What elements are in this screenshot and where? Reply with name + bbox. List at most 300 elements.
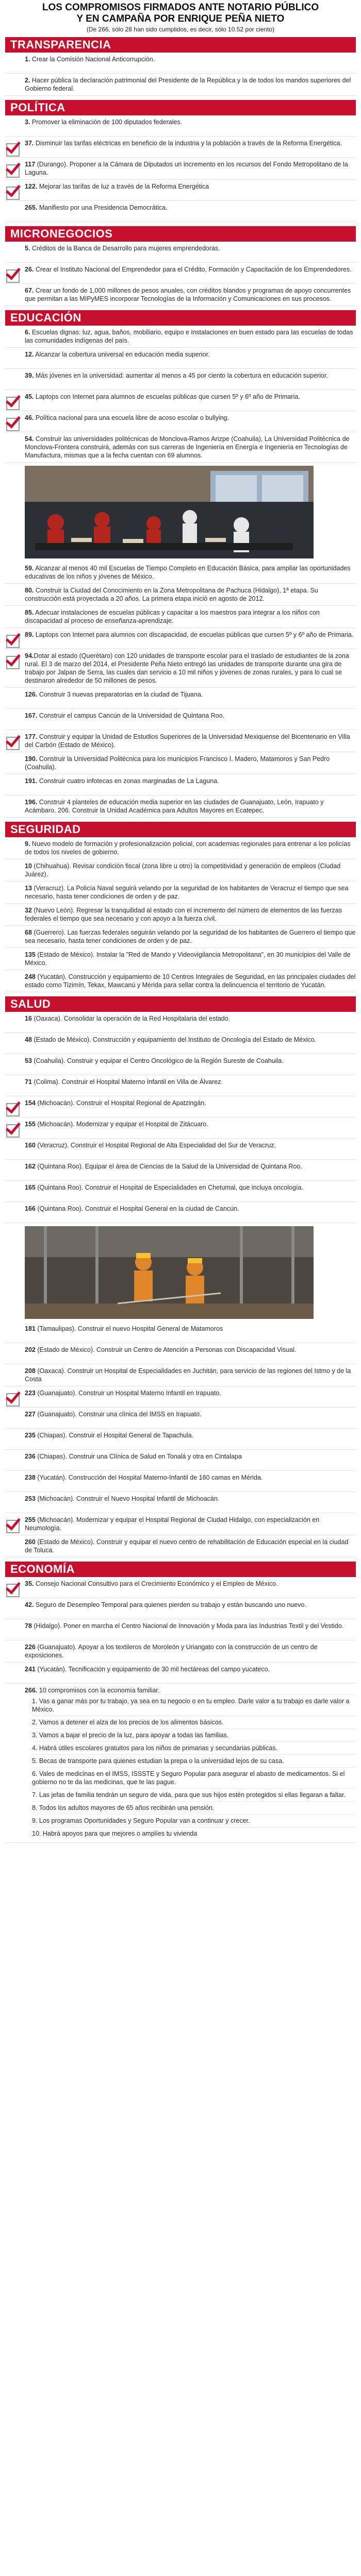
list-item	[5, 649, 356, 688]
list-item	[5, 411, 356, 432]
item-description: Construir el campus Cancún de la Universidad de Quintana Roo.	[37, 712, 225, 719]
checkbox-empty	[5, 1079, 20, 1093]
item-text	[25, 1643, 356, 1659]
item-description: (Yucatán). Construcción del Hospital Materno-Infantil de 160 camas en Mérida.	[35, 1474, 263, 1481]
item-text	[25, 328, 356, 345]
sub-list-item: 3. Vamos a bajar el precio de la luz, para apoyar a todas las familias.	[32, 1728, 356, 1741]
item-text	[25, 435, 356, 460]
item-description: Disminuir las tarifas eléctricas en beneficio de la industria y la población a través de la Reforma Energética.	[34, 140, 342, 147]
title-line-1: LOS COMPROMISOS FIRMADOS ANTE NOTARIO PÚBLICO	[42, 2, 319, 13]
item-number: 32	[25, 907, 32, 914]
checkmark-icon	[5, 140, 20, 155]
list-item	[5, 1408, 356, 1429]
item-number: 167.	[25, 712, 38, 719]
checkbox-empty	[5, 907, 20, 922]
list-item	[5, 628, 356, 649]
item-number: 16	[25, 1015, 32, 1022]
checkmark-icon	[5, 632, 20, 646]
item-text	[25, 1431, 356, 1439]
checkbox-empty	[5, 1432, 20, 1447]
section-header: SEGURIDAD	[5, 822, 356, 837]
item-text	[25, 733, 356, 749]
item-description: Más jóvenes en la universidad: aumentar al menos a 45 por ciento la cobertura en educación superior.	[34, 372, 328, 379]
list-item	[5, 774, 356, 795]
section-2	[5, 226, 356, 306]
checkbox-empty	[5, 245, 20, 260]
checkbox-empty	[5, 1037, 20, 1051]
section-header: TRANSPARENCIA	[5, 37, 356, 53]
checkbox-empty	[5, 1184, 20, 1199]
item-text	[25, 118, 356, 126]
list-item	[5, 263, 356, 284]
section-header: MICRONEGOCIOS	[5, 226, 356, 242]
list-item	[5, 1513, 356, 1535]
item-text	[25, 1622, 356, 1630]
item-text	[25, 1099, 356, 1107]
item-description: Construir 4 planteles de educación media superior en las ciudades de Guanajuato, León, Irapuato y Acámbaro. 206. Construir la Unidad Académica para Adultos Mayores en Ecatepec.	[25, 799, 324, 814]
item-text	[25, 564, 356, 581]
list-item	[5, 1684, 356, 1843]
item-description: (Durango). Proponer a la Cámara de Diputados un incremento en los recursos del Fondo Metropolitano de la Laguna.	[25, 161, 348, 176]
item-description: Manifiesto por una Presidencia Democrática.	[37, 204, 168, 211]
item-number: 13	[25, 885, 32, 892]
item-description: (Estado de México). Construir y equipar el nuevo centro de rehabilitación de Educación especial en la ciudad de Toluca.	[25, 1538, 349, 1554]
item-text	[25, 371, 356, 380]
item-description: (Guerrero). Las fuerzas federales seguirán velando por la seguridad de los habitantes de Guerrero el tiempo que sea necesario, hasta tener condiciones de orden y de paz.	[25, 929, 356, 944]
list-item	[5, 562, 356, 584]
item-text	[25, 1141, 356, 1149]
item-description: Laptops con Internet para alumnos con discapacidad, de escuelas públicas que cursen 5º y 6º año de Primaria.	[34, 631, 354, 638]
list-item	[5, 115, 356, 137]
list-item	[5, 584, 356, 606]
item-description: (Michoacán). Modernizar y equipar el Hospital Regional de Ciudad Hidalgo, con especialización en Neumología.	[25, 1516, 320, 1532]
item-text	[25, 608, 356, 625]
checkbox-empty	[5, 1623, 20, 1637]
item-text	[25, 204, 356, 212]
list-item	[5, 390, 356, 411]
item-text	[25, 393, 356, 401]
item-number: 160	[25, 1142, 36, 1149]
checkbox-empty	[5, 799, 20, 814]
list-item	[5, 1471, 356, 1492]
item-text	[25, 139, 356, 147]
checkbox-empty	[5, 609, 20, 624]
item-number: 26.	[25, 266, 34, 273]
list-item	[5, 1343, 356, 1364]
checkmark-icon	[5, 1517, 20, 1531]
list-item	[5, 1450, 356, 1471]
item-text	[25, 1346, 356, 1354]
item-text	[25, 951, 356, 967]
item-text	[25, 906, 356, 923]
checkbox-empty	[5, 885, 20, 900]
item-number: 181	[25, 1325, 36, 1332]
checkbox-empty	[5, 1142, 20, 1157]
item-number: 126.	[25, 691, 38, 698]
item-text	[25, 884, 356, 901]
checkmark-icon	[5, 183, 20, 198]
item-number: 255	[25, 1516, 36, 1523]
item-text	[25, 928, 356, 945]
item-number: 166	[25, 1205, 36, 1212]
item-description: (Guanajuato). Apoyar a los textileros de Moroleón y Uriangato con la construcción de un centro de exposiciones.	[25, 1643, 318, 1659]
item-text	[25, 1452, 356, 1461]
list-item	[5, 1139, 356, 1160]
item-description: (Guanajuato). Construir una clínica del IMSS en Irapuato.	[35, 1411, 202, 1418]
checkbox-empty	[5, 952, 20, 966]
item-description: (Chiapas). Construir una Clínica de Salud en Tonalá y otra en Cintalapa	[35, 1453, 242, 1460]
section-header: EDUCACIÓN	[5, 310, 356, 326]
list-item	[5, 1012, 356, 1033]
item-text	[25, 1014, 356, 1023]
item-number: 85.	[25, 609, 34, 616]
item-description: Construir la Ciudad del Conocimiento en la Zona Metropolitana de Pachuca (Hidalgo), 1ª etapa. Su construcción está proyectada a 20 años. La primera etapa inició en agosto de 2012.	[25, 587, 318, 602]
item-description: (Estado de México). Instalar la "Red de Mando y Videovigilancia Metropolitana", en 30 municipios del Valle de México.	[25, 951, 351, 967]
list-item	[5, 326, 356, 348]
item-number: 253	[25, 1495, 36, 1502]
item-description: Construir las universidades politécnicas de Monclova-Ramos Arizpe (Coahuila), La Universidad Politécnica de Monclova-Frontera construirá, además con sus carreras de Ingeniería en Energía e Ingeniería en Tecnologías de Manufactura, mismas que a la fecha cuentan con 69 alumnos.	[25, 435, 350, 459]
item-text	[25, 1057, 356, 1065]
item-number: 190.	[25, 755, 38, 762]
list-item	[5, 158, 356, 180]
section-4	[5, 822, 356, 992]
item-description: Nuevo modelo de formación y profesionalización policial, con academias regionales para entrenar a los policías de todos los niveles de gobierno.	[25, 840, 351, 856]
checkmark-icon	[5, 1581, 20, 1595]
list-item	[5, 1429, 356, 1450]
item-description: (Chiapas). Construir el Hospital General de Tapachula.	[35, 1432, 194, 1439]
section-header: SALUD	[5, 996, 356, 1012]
item-description: Adecuar instalaciones de escuelas públicas y capacitar a los maestros para integrar a los niños con discapacidad al proceso de enseñanza-aprendizaje.	[25, 609, 320, 624]
sub-list-item: 10. Habrá apoyos para que mejores o amplíes tu vivienda	[32, 1827, 356, 1840]
item-number: 2.	[25, 77, 30, 84]
item-description: (Michoacán). Construir el Nuevo Hospital Infantil de Michoacán.	[35, 1495, 220, 1502]
section-header: POLÍTICA	[5, 100, 356, 115]
item-number: 177.	[25, 733, 38, 740]
sub-list	[25, 1694, 356, 1840]
checkbox-empty	[5, 436, 20, 450]
list-item	[5, 730, 356, 752]
checkbox-empty	[5, 1687, 20, 1702]
list-item	[5, 859, 356, 882]
list-item	[5, 948, 356, 970]
item-number: 42.	[25, 1601, 34, 1608]
item-description: (Coahuila). Construir y equipar el Centro Oncológico de la Región Sureste de Coahuila.	[31, 1057, 284, 1064]
item-number: 248	[25, 973, 36, 980]
checkbox-empty	[5, 77, 20, 92]
item-text	[25, 652, 356, 685]
item-text	[25, 76, 356, 93]
item-description: Construir 3 nuevas preparatorias en la ciudad de Tijuana.	[37, 691, 203, 698]
item-number: 165	[25, 1184, 36, 1191]
item-description: (Quintana Roo). Construir el Hospital de Especialidades en Chetumal, que incluya oncología.	[35, 1184, 303, 1191]
list-item	[5, 1160, 356, 1181]
list-item	[5, 970, 356, 992]
item-description: Construir la Universidad Politécnica para los municipios Francisco I. Madero, Matamoros y San Pedro (Coahuila).	[25, 755, 330, 771]
item-text	[25, 711, 356, 720]
item-number: 208	[25, 1367, 36, 1375]
item-text	[25, 1367, 356, 1383]
item-description: Consejo Nacional Consultivo para el Crecimiento Económico y el Empleo de México.	[34, 1580, 278, 1587]
checkbox-empty	[5, 56, 20, 71]
checkbox-empty	[5, 587, 20, 602]
checkmark-icon	[5, 734, 20, 748]
item-number: 135	[25, 951, 36, 958]
item-description: Crear el Instituto Nacional del Emprendedor para el Crédito, Formación y Capacitación de los Emprendedores.	[34, 266, 352, 273]
list-item	[5, 795, 356, 818]
item-number: 94.	[25, 652, 34, 659]
list-item	[5, 74, 356, 96]
item-description: (Estado de México). Construir un Centro de Atención a Personas con Discapacidad Visual.	[35, 1346, 297, 1353]
item-description: Construir cuatro infotecas en zonas marginadas de La Laguna.	[37, 777, 219, 785]
page-subtitle: (De 266, sólo 28 han sido cumplidos, es decir, sólo 10.52 por ciento)	[86, 26, 275, 33]
classroom-photo	[25, 466, 314, 558]
item-text	[25, 755, 356, 771]
item-description: Hacer pública la declaración patrimonial del Presidente de la República y la de todos los mandos superiores del Gobierno federal.	[25, 77, 351, 92]
checkbox-empty	[5, 778, 20, 792]
checkmark-icon	[5, 266, 20, 281]
item-text	[25, 1036, 356, 1044]
list-item	[5, 926, 356, 948]
sub-list-item: 9. Los programas Oportunidades y Seguro Popular van a continuar y crecer.	[32, 1814, 356, 1827]
list-item	[5, 1640, 356, 1663]
checkbox-empty	[5, 1666, 20, 1681]
item-description: (Quintana Roo). Equipar el área de Ciencias de la Salud de la Universidad de Quintana Roo.	[35, 1163, 302, 1170]
item-number: 238	[25, 1474, 36, 1481]
checkbox-empty	[5, 841, 20, 855]
sub-list-item: 1. Vas a ganar más por tu trabajo, ya sea en tu negocio o en tu empleo. Darle valor a tu trabajo es darle valor a México.	[32, 1694, 356, 1716]
item-text	[25, 1538, 356, 1554]
page-title	[5, 0, 356, 25]
item-description: (Chihuahua). Revisar condición fiscal (zona libre u otro) la competitividad y generación de empleos (Ciudad Juárez).	[25, 862, 341, 878]
item-number: 39.	[25, 372, 34, 379]
item-text	[25, 840, 356, 856]
item-text	[25, 862, 356, 878]
item-number: 122.	[25, 183, 38, 190]
item-text	[25, 586, 356, 603]
list-item	[5, 1364, 356, 1386]
item-number: 45.	[25, 393, 34, 400]
item-number: 67.	[25, 287, 34, 294]
list-item	[5, 709, 356, 730]
checkbox-empty	[5, 863, 20, 877]
item-number: 80.	[25, 587, 34, 594]
checkmark-icon	[5, 394, 20, 408]
item-description: (Veracruz). Construir el Hospital Regional de Alta Especialidad del Sur de Veracruz.	[35, 1142, 276, 1149]
list-item	[5, 432, 356, 463]
list-item	[5, 242, 356, 263]
item-description: Dotar al estado (Querétaro) con 120 unidades de transporte escolar para el traslado de estudiantes de la zona rural. El 3 de marzo del 2014, el Presidente Peña Nieto entregó las unidades de transporte durante una gira de trabajo por Jalpan de Serra, las cuales dan servicio a 10 mil niños y jóvenes de zonas rurales, y para lo cual se destinaron alrededor de 50 millones de pesos.	[25, 652, 349, 684]
item-number: 9.	[25, 840, 30, 848]
item-description: (Estado de México). Construcción y equipamiento del Instituto de Oncología del Estado de México.	[31, 1036, 316, 1043]
item-description: 10 compromisos con la economía familiar.	[37, 1687, 160, 1694]
sub-list-item: 7. Las jefas de familia tendrán un seguro de vida, para que sus hijos estén protegidos si ellas llegaran a faltar.	[32, 1788, 356, 1801]
checkmark-icon	[5, 1390, 20, 1404]
list-item	[5, 1202, 356, 1223]
checkbox-empty	[5, 1475, 20, 1489]
item-description: (Veracruz). La Policía Naval seguirá velando por la seguridad de los habitantes de Veracruz el tiempo que sea necesario, hasta tener condiciones de orden y de paz.	[25, 885, 349, 900]
item-number: 37.	[25, 140, 34, 147]
checkbox-empty	[5, 1163, 20, 1178]
item-number: 71	[25, 1078, 32, 1086]
section-6	[5, 1562, 356, 1843]
item-text	[25, 777, 356, 785]
item-description: Laptops con Internet para alumnos de escuelas públicas que cursen 5º y 6º año de Primaria.	[34, 393, 300, 400]
item-description: (Yucatán). Tecnificación y equipamiento de 30 mil hectáreas del campo yucateco.	[35, 1666, 270, 1673]
item-description: (Hidalgo). Poner en marcha el Centro Nacional de Innovación y Moda para las Industrias Textil y del Vestido.	[31, 1622, 344, 1630]
item-number: 154	[25, 1099, 36, 1107]
item-text	[25, 286, 356, 303]
item-description: (Oaxaca). Construir un Hospital de Especialidades en Juchitán, para servicio de las regiones del Istmo y de la Costa	[25, 1367, 351, 1383]
list-item	[5, 348, 356, 369]
item-number: 265.	[25, 204, 38, 211]
item-description: (Nuevo León). Regresar la tranquilidad al estado con el incremento del número de elementos de las fuerzas federales el tiempo que sea necesario y con apoyo a la fuerza civil.	[25, 907, 342, 922]
section-3	[5, 310, 356, 818]
item-description: Crear la Comisión Nacional Anticorrupción.	[30, 56, 155, 63]
item-number: 226	[25, 1643, 36, 1651]
item-text	[25, 1410, 356, 1418]
list-item	[5, 180, 356, 201]
item-text	[25, 244, 356, 252]
item-number: 46.	[25, 414, 34, 421]
item-description: Construir y equipar la Unidad de Estudios Superiores de la Universidad Mexiquense del Bicentenario en Villa del Carbón (Estado de México).	[25, 733, 350, 749]
item-text	[25, 350, 356, 359]
checkbox-empty	[5, 119, 20, 133]
item-number: 68	[25, 929, 32, 936]
sub-list-item: 2. Vamos a detener el alza de los precios de los alimentos básicos.	[32, 1716, 356, 1728]
list-item	[5, 904, 356, 926]
item-number: 196.	[25, 799, 38, 806]
item-text	[25, 1686, 356, 1840]
item-number: 155	[25, 1121, 36, 1128]
sub-list-item: 5. Becas de transporte para quienes estudian la prepa o la universidad lejos de su casa.	[32, 1754, 356, 1767]
item-text	[25, 160, 356, 177]
item-number: 12.	[25, 351, 34, 358]
item-number: 59.	[25, 565, 34, 572]
section-0	[5, 37, 356, 96]
checkbox-empty	[5, 1326, 20, 1340]
section-5	[5, 996, 356, 1557]
checkmark-icon	[5, 415, 20, 429]
item-number: 117	[25, 161, 36, 168]
checkbox-empty	[5, 329, 20, 344]
item-text	[25, 1162, 356, 1171]
item-number: 10	[25, 862, 32, 870]
checkbox-empty	[5, 974, 20, 988]
item-text	[25, 414, 356, 422]
item-number: 236	[25, 1453, 36, 1460]
item-description: (Colima). Construir el Hospital Materno Infantil en Villa de Álvarez.	[31, 1078, 223, 1086]
section-header: ECONOMÍA	[5, 1562, 356, 1577]
item-description: (Michoacán). Construir el Hospital Regional de Apatzingán.	[35, 1099, 206, 1107]
item-text	[25, 1183, 356, 1192]
item-description: (Oaxaca). Consolidar la operación de la Red Hospitalaria del estado.	[31, 1015, 231, 1022]
sub-list-item: 4. Habrá útiles escolares gratuitos para los niños de primarias y secundarias públicas.	[32, 1741, 356, 1754]
list-item	[5, 1619, 356, 1640]
item-text	[25, 1580, 356, 1588]
item-description: Créditos de la Banca de Desarrollo para mujeres emprendedoras.	[30, 245, 220, 252]
list-item	[5, 688, 356, 709]
item-number: 35.	[25, 1580, 34, 1587]
item-text	[25, 1120, 356, 1128]
item-number: 260	[25, 1538, 36, 1546]
list-item	[5, 1663, 356, 1684]
item-description: Alcanzar al menos 40 mil Escuelas de Tiempo Completo en Educación Básica, para ampliar las oportunidades educativas de los niños y jóvenes de México.	[25, 565, 351, 580]
item-number: 162	[25, 1163, 36, 1170]
checkbox-empty	[5, 1368, 20, 1382]
checkbox-empty	[5, 565, 20, 580]
checkbox-empty	[5, 1539, 20, 1553]
item-number: 3.	[25, 118, 30, 126]
list-item	[5, 369, 356, 390]
checkbox-empty	[5, 372, 20, 387]
item-number: 89.	[25, 631, 34, 638]
checkmark-icon	[5, 653, 20, 667]
sub-list-item: 8. Todos los adultos mayores de 65 años recibirán una pensión.	[32, 1801, 356, 1814]
item-description: Escuelas dignas: luz, agua, baños, mobiliario, equipo e instalaciones en buen estado para las escuelas de todas las comunidades indígenas del país.	[25, 329, 353, 344]
list-item	[5, 1386, 356, 1408]
list-item	[5, 1117, 356, 1139]
list-item	[5, 1054, 356, 1075]
title-line-2: Y EN CAMPAÑA POR ENRIQUE PEÑA NIETO	[76, 13, 285, 24]
list-item	[5, 53, 356, 74]
list-item	[5, 1075, 356, 1096]
sub-list-item: 6. Vales de medicinas en el IMSS, ISSSTE y Seguro Popular para asegurar el abasto de medicamentos. Si el gobierno no te da las medicinas, que te las pague.	[32, 1767, 356, 1788]
item-text	[25, 1389, 356, 1397]
item-number: 227	[25, 1411, 36, 1418]
list-item	[5, 1096, 356, 1117]
list-item	[5, 137, 356, 158]
checkmark-icon	[5, 1121, 20, 1136]
section-1	[5, 100, 356, 222]
checkbox-empty	[5, 1015, 20, 1030]
item-description: Alcanzar la cobertura universal en educación media superior.	[34, 351, 210, 358]
item-number: 223	[25, 1389, 36, 1397]
checkbox-empty	[5, 1644, 20, 1658]
item-description: Mejorar las tarifas de luz a través de la Reforma Energética	[37, 183, 209, 190]
item-description: Seguro de Desempleo Temporal para quienes pierden su trabajo y están buscando uno nuevo.	[34, 1601, 306, 1608]
checkbox-empty	[5, 691, 20, 706]
item-number: 266.	[25, 1687, 38, 1694]
list-item	[5, 837, 356, 859]
checkbox-empty	[5, 1453, 20, 1468]
item-text	[25, 631, 356, 639]
checkbox-empty	[5, 756, 20, 770]
list-item	[5, 1322, 356, 1343]
item-text	[25, 1473, 356, 1482]
checkbox-empty	[5, 205, 20, 219]
list-item	[5, 1181, 356, 1202]
checkbox-empty	[5, 713, 20, 727]
item-text	[25, 1078, 356, 1086]
item-number: 54.	[25, 435, 34, 443]
list-item	[5, 1535, 356, 1557]
list-item	[5, 1598, 356, 1619]
checkbox-empty	[5, 1206, 20, 1220]
item-text	[25, 1665, 356, 1673]
item-number: 5.	[25, 245, 30, 252]
item-number: 78	[25, 1622, 32, 1630]
item-description: (Guanajuato). Construir un Hospital Materno Infantil en Irapuato.	[35, 1389, 221, 1397]
item-description: Política nacional para una escuela libre de acoso escolar o bullying.	[34, 414, 229, 421]
item-text	[25, 1325, 356, 1333]
item-number: 1.	[25, 56, 30, 63]
checkbox-empty	[5, 1411, 20, 1426]
item-description: (Yucatán). Construcción y equipamiento de 10 Centros Integrales de Seguridad, en las principales ciudades del estado como Tizimín, Tekax, Mawcanú y Mérida para sellar contra la delincuencia el territorio de Yucatán.	[25, 973, 356, 989]
list-item	[5, 201, 356, 222]
item-number: 241	[25, 1666, 36, 1673]
checkmark-icon	[5, 1100, 20, 1114]
item-text	[25, 973, 356, 989]
